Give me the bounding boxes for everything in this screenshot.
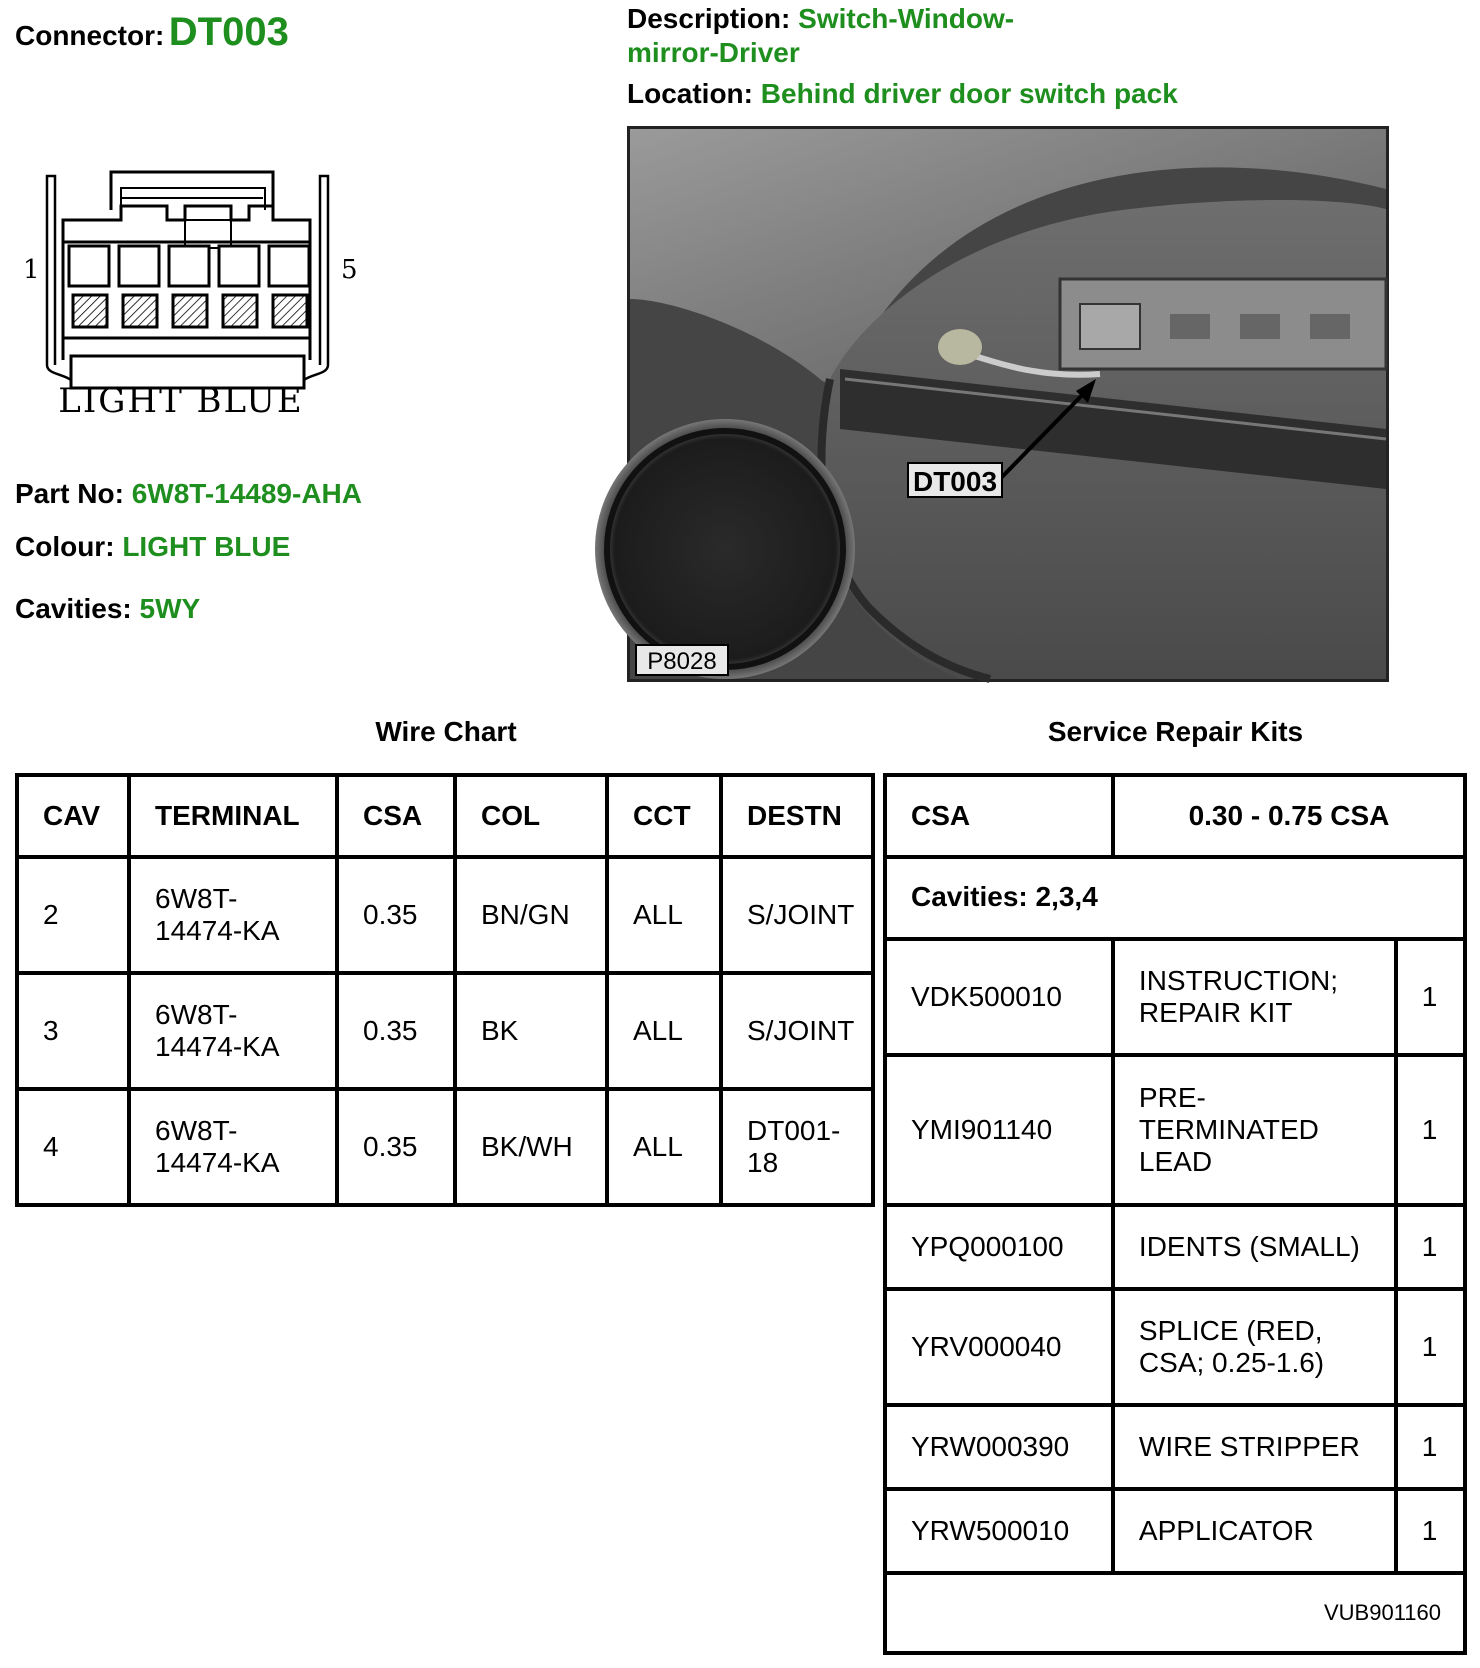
cell-kit-qty: 1 <box>1396 1289 1465 1405</box>
cell-csa: 0.35 <box>337 1089 455 1205</box>
part-no-line <box>15 478 362 510</box>
description-value-1: Switch-Window- <box>798 3 1015 34</box>
diagram-colour-caption: LIGHT BLUE <box>58 381 304 421</box>
cell-kit-qty: 1 <box>1396 1055 1465 1205</box>
cell-kit-qty: 1 <box>1396 1205 1465 1289</box>
cell-destn <box>721 1089 873 1205</box>
cell-kit-qty: 1 <box>1396 1489 1465 1573</box>
kit-desc-line-2: TERMINATED <box>1138 1114 1319 1145</box>
cell-cct: ALL <box>607 1089 721 1205</box>
kit-desc-line-2: CSA; 0.25-1.6) <box>1138 1347 1325 1378</box>
pin-5-label: 5 <box>341 255 358 285</box>
cell-kit-part: YRW000390 <box>885 1405 1113 1489</box>
header-cav: CAV <box>17 775 129 857</box>
location-photo <box>627 126 1389 682</box>
kit-desc-line-1: SPLICE (RED, <box>1138 1315 1323 1346</box>
repair-kits-cavities-row <box>885 857 1465 939</box>
cavities-line <box>15 593 200 625</box>
destn-line-1: DT001- <box>747 1115 841 1146</box>
cell-destn <box>721 857 873 973</box>
cavities-label: Cavities: <box>15 593 132 624</box>
table-row <box>885 939 1465 1055</box>
description-block <box>627 2 1014 70</box>
table-row <box>17 973 873 1089</box>
repair-kits-footer-row <box>885 1573 1465 1653</box>
cell-kit-desc <box>1113 1205 1396 1289</box>
repair-kits-cavities: Cavities: 2,3,4 <box>885 857 1465 939</box>
terminal-line-1: 6W8T- <box>155 1115 238 1146</box>
cell-csa: 0.35 <box>337 857 455 973</box>
cell-kit-desc <box>1113 1489 1396 1573</box>
cell-kit-desc <box>1113 1289 1396 1405</box>
cell-col: BK <box>455 973 607 1089</box>
repair-kits-footer-code: VUB901160 <box>885 1573 1465 1653</box>
terminal-line-1: 6W8T- <box>155 883 238 914</box>
terminal-line-2: 14474-KA <box>155 915 280 946</box>
repair-kits-title: Service Repair Kits <box>1047 716 1304 747</box>
repair-kits-table <box>883 773 1467 1655</box>
kit-desc-line-1: WIRE STRIPPER <box>1138 1431 1360 1462</box>
kit-desc-line-2: REPAIR KIT <box>1138 997 1293 1028</box>
connector-id: DT003 <box>168 10 289 54</box>
header-destn: DESTN <box>721 775 873 857</box>
cell-terminal <box>129 857 337 973</box>
kit-desc-line-1: APPLICATOR <box>1138 1515 1314 1546</box>
header-kit-csa: CSA <box>885 775 1113 857</box>
header-cct: CCT <box>607 775 721 857</box>
terminal-line-2: 14474-KA <box>155 1147 280 1178</box>
cell-cct: ALL <box>607 857 721 973</box>
location-label: Location: <box>627 78 753 109</box>
table-row <box>885 1055 1465 1205</box>
cell-col: BK/WH <box>455 1089 607 1205</box>
location-line <box>627 78 1178 110</box>
cell-terminal <box>129 973 337 1089</box>
table-row <box>17 1089 873 1205</box>
location-value: Behind driver door switch pack <box>760 78 1178 109</box>
table-row <box>885 1205 1465 1289</box>
cell-kit-part: YRV000040 <box>885 1289 1113 1405</box>
wire-chart-header-row <box>17 775 873 857</box>
header-terminal: TERMINAL <box>129 775 337 857</box>
kit-desc-line-3: LEAD <box>1138 1146 1213 1177</box>
cavities-value: 5WY <box>139 593 201 624</box>
cell-cav: 3 <box>17 973 129 1089</box>
colour-value: LIGHT BLUE <box>122 531 291 562</box>
table-row <box>885 1289 1465 1405</box>
kit-desc-line-1: INSTRUCTION; <box>1138 965 1339 996</box>
kit-desc-line-1: PRE- <box>1138 1082 1206 1113</box>
kit-desc-line-1: IDENTS (SMALL) <box>1138 1231 1360 1262</box>
destn-line-1: S/JOINT <box>747 1015 855 1046</box>
table-row <box>17 857 873 973</box>
terminal-line-2: 14474-KA <box>155 1031 280 1062</box>
cell-kit-part: YPQ000100 <box>885 1205 1113 1289</box>
header-csa: CSA <box>337 775 455 857</box>
wire-chart-table <box>15 773 875 1207</box>
part-no-label: Part No: <box>15 478 124 509</box>
description-label: Description: <box>627 3 791 34</box>
cell-kit-part: YRW500010 <box>885 1489 1113 1573</box>
cell-cav: 4 <box>17 1089 129 1205</box>
cell-destn <box>721 973 873 1089</box>
photo-figure-id: P8028 <box>647 648 717 675</box>
cell-kit-desc <box>1113 1405 1396 1489</box>
cell-cct: ALL <box>607 973 721 1089</box>
part-no-value: 6W8T-14489-AHA <box>131 478 362 509</box>
cell-kit-desc <box>1113 939 1396 1055</box>
colour-line <box>15 531 290 563</box>
wire-chart-title: Wire Chart <box>375 716 517 747</box>
cell-kit-qty: 1 <box>1396 1405 1465 1489</box>
photo-callout: DT003 <box>912 466 998 497</box>
cell-kit-desc <box>1113 1055 1396 1205</box>
header-col: COL <box>455 775 607 857</box>
cell-kit-part: YMI901140 <box>885 1055 1113 1205</box>
connector-face-diagram <box>15 160 358 460</box>
description-value-2: mirror-Driver <box>627 37 800 68</box>
destn-line-1: S/JOINT <box>747 899 855 930</box>
destn-line-2: 18 <box>747 1147 779 1178</box>
cell-terminal <box>129 1089 337 1205</box>
colour-label: Colour: <box>15 531 115 562</box>
cell-csa: 0.35 <box>337 973 455 1089</box>
pin-1-label: 1 <box>23 255 40 285</box>
repair-kits-header-row <box>885 775 1465 857</box>
table-row <box>885 1489 1465 1573</box>
table-row <box>885 1405 1465 1489</box>
header-csa-range: 0.30 - 0.75 CSA <box>1113 775 1465 857</box>
cell-kit-part: VDK500010 <box>885 939 1113 1055</box>
terminal-line-1: 6W8T- <box>155 999 238 1030</box>
cell-kit-qty: 1 <box>1396 939 1465 1055</box>
connector-label: Connector: <box>15 20 165 51</box>
cell-cav: 2 <box>17 857 129 973</box>
cell-col: BN/GN <box>455 857 607 973</box>
connector-line <box>15 10 289 55</box>
